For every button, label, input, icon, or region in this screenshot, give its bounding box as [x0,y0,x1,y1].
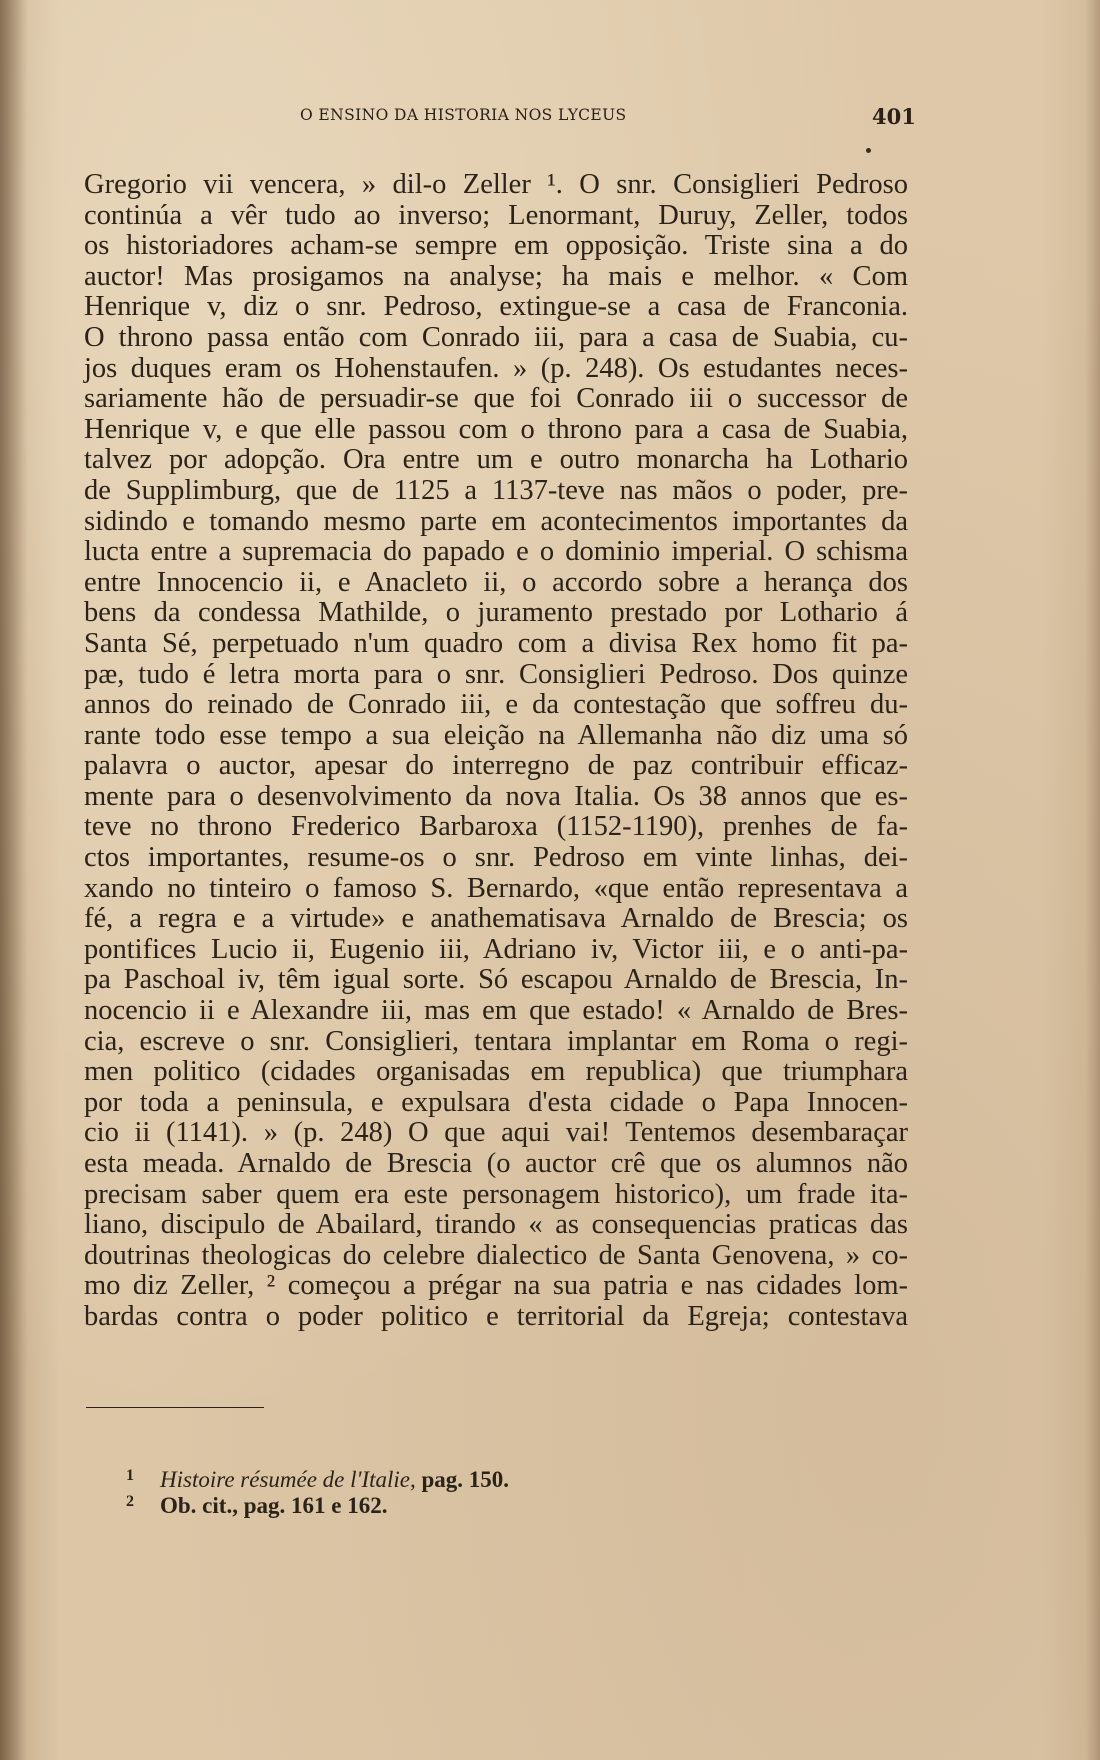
text-line: continúa a vêr tudo ao inverso; Lenormant, Duruy, Zeller, todos [84,199,908,231]
text-line: mente para o desenvolvimento da nova Italia. Os 38 annos que es- [84,780,908,812]
text-line: pæ, tudo é letra morta para o snr. Consiglieri Pedroso. Dos quinze [84,658,908,690]
text-line: Gregorio vii vencera, » dil-o Zeller ¹. O snr. Consiglieri Pedroso [84,169,908,200]
text-line: teve no throno Frederico Barbaroxa (1152-1190), prenhes de fa- [84,811,908,843]
ink-speck [866,148,871,153]
text-line: mo diz Zeller, ² começou a prégar na sua patria e nas cidades lom- [84,1270,908,1302]
text-line: esta meada. Arnaldo de Brescia (o auctor crê que os alumnos não [84,1148,908,1179]
text-line: sidindo e tomando mesmo parte em acontecimentos importantes da [84,505,908,537]
text-line: liano, discipulo de Abailard, tirando « as consequencias praticas das [84,1209,908,1241]
footnote-reference: pag. 150. [415,1467,510,1492]
text-line: fé, a regra e a virtude» e anathematisava Arnaldo de Brescia; os [84,903,908,935]
page-number: 401 [872,104,916,129]
text-line: bens da condessa Mathilde, o juramento prestado por Lothario á [84,597,908,629]
footnote-reference: Ob. cit., pag. 161 e 162. [160,1493,388,1518]
text-line: xando no tinteiro o famoso S. Bernardo, «que então representava a [84,872,908,904]
footnote-divider [86,1407,264,1408]
text-line: lucta entre a supremacia do papado e o dominio imperial. O schisma [84,536,908,568]
text-line: pa Paschoal iv, têm igual sorte. Só escapou Arnaldo de Brescia, In- [84,964,908,996]
text-line: nocencio ii e Alexandre iii, mas em que estado! « Arnaldo de Bres- [84,995,908,1027]
text-line: men politico (cidades organisadas em republica) que triumphara [84,1056,908,1088]
footnotes [128,1467,509,1519]
text-line: cia, escreve o snr. Consiglieri, tentara implantar em Roma o regi- [84,1025,908,1057]
text-line: jos duques eram os Hohenstaufen. » (p. 248). Os estudantes neces- [84,352,908,384]
body-text [84,170,908,1333]
text-line: auctor! Mas prosigamos na analyse; ha mais e melhor. « Com [84,260,908,292]
text-line: talvez por adopção. Ora entre um e outro monarcha ha Lothario [84,444,908,476]
footnote-marker: 1 [126,1467,134,1484]
text-line: Henrique v, e que elle passou com o throno para a casa de Suabia, [84,413,908,445]
footnote-2 [128,1493,509,1519]
text-line: doutrinas theologicas do celebre dialectico de Santa Genovena, » co- [84,1239,908,1271]
text-line: os historiadores acham-se sempre em opposição. Triste sina a do [84,230,908,262]
text-line: Santa Sé, perpetuado n'um quadro com a divisa Rex homo fit pa- [84,627,908,659]
text-line: rante todo esse tempo a sua eleição na Allemanha não diz uma só [84,719,908,751]
footnote-title: Histoire résumée de l'Italie, [160,1467,416,1492]
spine-shadow [0,0,28,1760]
text-line: ctos importantes, resume-os o snr. Pedroso em vinte linhas, dei- [84,842,908,874]
text-line: palavra o auctor, apesar do interregno de paz contribuir efficaz- [84,750,908,782]
running-title: O ENSINO DA HISTORIA NOS LYCEUS [300,106,627,124]
text-line: entre Innocencio ii, e Anacleto ii, o accordo sobre a herança dos [84,566,908,598]
text-line: bardas contra o poder politico e territorial da Egreja; contestava [84,1300,908,1332]
footnote-marker: 2 [126,1493,134,1510]
text-line: por toda a peninsula, e expulsara d'esta cidade o Papa Innocen- [84,1086,908,1118]
text-line: annos do reinado de Conrado iii, e da contestação que soffreu du- [84,689,908,721]
text-line: O throno passa então com Conrado iii, para a casa de Suabia, cu- [84,321,908,353]
text-line: Henrique v, diz o snr. Pedroso, extingue-se a casa de Franconia. [84,291,908,323]
text-line: sariamente hão de persuadir-se que foi Conrado iii o successor de [84,383,908,415]
text-line: precisam saber quem era este personagem historico), um frade ita- [84,1178,908,1210]
text-line: pontifices Lucio ii, Eugenio iii, Adriano iv, Victor iii, e o anti-pa- [84,933,908,965]
footnote-1 [128,1467,509,1493]
text-line: de Supplimburg, que de 1125 a 1137-teve nas mãos o poder, pre- [84,474,908,506]
text-line: cio ii (1141). » (p. 248) O que aqui vai! Tentemos desembaraçar [84,1117,908,1149]
